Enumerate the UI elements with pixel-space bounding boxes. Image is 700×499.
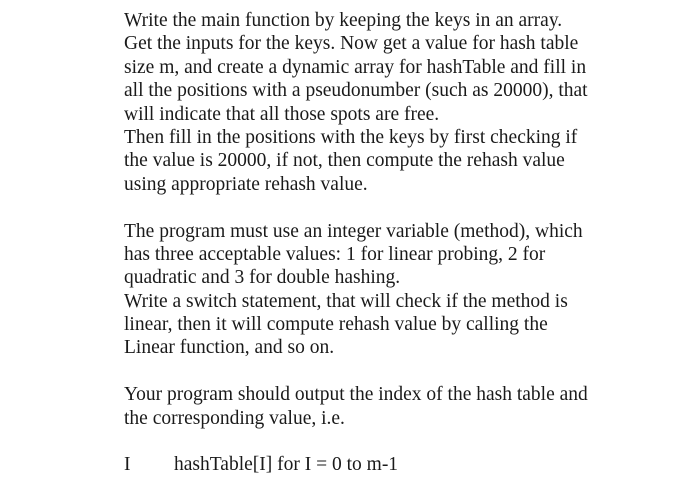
paragraph-main-function xyxy=(124,9,694,196)
paragraph-gap xyxy=(124,430,694,453)
text-line: using appropriate rehash value. xyxy=(124,173,368,195)
paragraph-output xyxy=(124,383,694,430)
text-line: Write a switch statement, that will check if the method is xyxy=(124,290,568,312)
document-body xyxy=(124,9,694,477)
text-line: Get the inputs for the keys. Now get a value for hash table xyxy=(124,33,579,55)
text-line: the value is 20000, if not, then compute the rehash value xyxy=(124,150,565,172)
paragraph-gap xyxy=(124,196,694,219)
text-line: Your program should output the index of the hash table and xyxy=(124,384,588,406)
paragraph-method-variable xyxy=(124,220,694,360)
output-format-line xyxy=(124,453,694,476)
text-line: Write the main function by keeping the keys in an array. xyxy=(124,10,563,31)
text-line: linear, then it will compute rehash value by calling the xyxy=(124,314,548,336)
text-line: has three acceptable values: 1 for linear probing, 2 for xyxy=(124,243,546,265)
text-line: Linear function, and so on. xyxy=(124,337,335,359)
index-label: I xyxy=(124,454,131,476)
text-line: the corresponding value, i.e. xyxy=(124,407,345,429)
text-line: Then fill in the positions with the keys by first checking if xyxy=(124,126,578,148)
text-line: all the positions with a pseudonumber (such as 20000), that xyxy=(124,80,588,102)
paragraph-gap xyxy=(124,360,694,383)
text-line: quadratic and 3 for double hashing. xyxy=(124,267,401,289)
value-label: hashTable[I] for I = 0 to m-1 xyxy=(174,454,399,476)
text-line: will indicate that all those spots are free. xyxy=(124,103,440,125)
text-line: size m, and create a dynamic array for hashTable and fill in xyxy=(124,56,587,78)
text-line: The program must use an integer variable (method), which xyxy=(124,220,583,242)
